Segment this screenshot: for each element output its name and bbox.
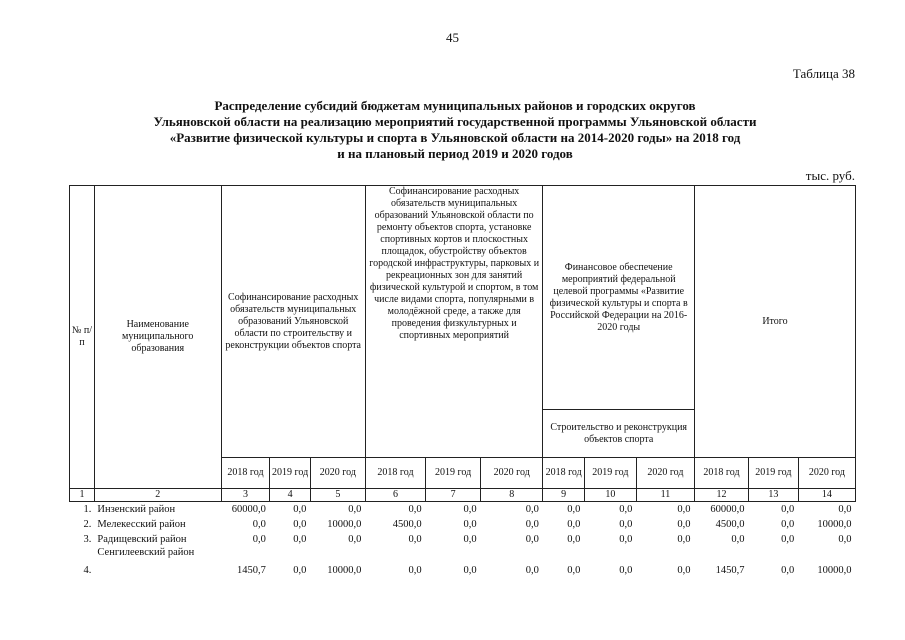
header-group-repair: Софинансирование расходных обязательств муниципальных образований Ульяновской области по ремонту объектов спорта, установке спортивных кортов и плоскостных площадок, обустройству объектов городской инфраструктуры, парковых и рекреационных зон для занятий физической культурой и спортом, в том числе видами спорта, популярными в молодёжной среде, а также для проведения физкультурных и спортивных мероприятий [365,186,543,458]
units-label: тыс. руб. [805,168,855,183]
year-cell: 2020 год [310,458,365,489]
year-cell: 2018 год [221,458,270,489]
column-number: 5 [310,489,365,502]
column-number: 4 [270,489,310,502]
year-cell: 2019 год [270,458,310,489]
value-cell: 0,0 [525,518,539,530]
value-cell: 0,0 [838,533,852,545]
year-cell: 2020 год [481,458,543,489]
year-cell: 2019 год [748,458,798,489]
header-no: № п/п [70,186,95,489]
value-cell: 0,0 [619,565,633,576]
value-cell: 0,0 [293,518,307,530]
row-name: Сенгилеевский район [97,547,195,558]
header-federal-subgroup: Строительство и реконструкция объектов спорта [543,410,695,458]
table-row [70,547,856,577]
header-group-construction: Софинансирование расходных обязательств муниципальных образований Ульяновской области по строительству и реконструкции объектов спорта [221,186,365,458]
page-number: 45 [446,30,459,45]
row-name: Радищевский район [97,533,187,545]
value-cell: 10000,0 [327,565,362,576]
value-cell: 0,0 [525,565,539,576]
document-title [60,98,850,162]
column-number: 11 [636,489,694,502]
value-cell: 0,0 [619,518,633,530]
value-cell: 0,0 [525,533,539,545]
value-cell: 0,0 [463,533,477,545]
value-cell: 0,0 [567,533,581,545]
row-index: 4. [83,565,92,576]
column-number: 6 [365,489,425,502]
value-cell: 0,0 [463,518,477,530]
header-group-total: Итого [694,186,855,458]
row-index: 2. [83,518,92,530]
column-number: 13 [748,489,798,502]
value-cell: 0,0 [463,565,477,576]
value-cell: 0,0 [781,533,795,545]
column-number: 9 [543,489,585,502]
title-line: «Развитие физической культуры и спорта в Ульяновской области на 2014-2020 годы» на 2018 год [169,130,741,145]
value-cell: 0,0 [408,503,422,515]
value-cell: 0,0 [293,533,307,545]
value-cell: 0,0 [463,503,477,515]
value-cell: 0,0 [567,565,581,576]
table-row [70,532,856,547]
value-cell: 0,0 [252,533,266,545]
value-cell: 0,0 [731,533,745,545]
year-cell: 2020 год [636,458,694,489]
table-row [70,502,856,518]
value-cell: 0,0 [567,503,581,515]
value-cell: 4500,0 [392,518,422,530]
row-index: 3. [83,533,92,545]
value-cell: 0,0 [567,518,581,530]
value-cell: 0,0 [525,503,539,515]
value-cell: 10000,0 [817,518,852,530]
value-cell: 10000,0 [817,565,852,576]
column-number: 14 [798,489,855,502]
value-cell: 0,0 [293,565,307,576]
value-cell: 0,0 [677,503,691,515]
value-cell: 10000,0 [327,518,362,530]
value-cell: 60000,0 [710,503,745,515]
row-name: Мелекесский район [97,518,186,530]
column-number: 3 [221,489,270,502]
value-cell: 0,0 [619,503,633,515]
column-number: 1 [70,489,95,502]
title-line: и на плановый период 2019 и 2020 годов [337,146,573,161]
year-cell: 2019 год [426,458,481,489]
table-label: Таблица 38 [792,66,855,81]
subsidy-table [69,185,856,577]
column-number: 7 [426,489,481,502]
table-body [70,502,856,578]
value-cell: 0,0 [408,533,422,545]
value-cell: 0,0 [677,533,691,545]
header-name: Наименование муниципального образования [94,186,221,489]
value-cell: 0,0 [619,533,633,545]
column-number: 2 [94,489,221,502]
title-line: Ульяновской области на реализацию мероприятий государственной программы Ульяновской области [153,114,757,129]
year-cell: 2018 год [543,458,585,489]
column-number: 12 [694,489,748,502]
title-line: Распределение субсидий бюджетам муниципальных районов и городских округов [214,98,696,113]
value-cell: 1450,7 [715,565,745,576]
value-cell: 0,0 [293,503,307,515]
year-cell: 2019 год [584,458,636,489]
value-cell: 0,0 [252,518,266,530]
value-cell: 0,0 [781,518,795,530]
value-cell: 0,0 [677,565,691,576]
table-row [70,517,856,532]
row-name: Инзенский район [97,503,176,515]
year-cell: 2020 год [798,458,855,489]
value-cell: 0,0 [408,565,422,576]
column-number: 10 [584,489,636,502]
column-numbers-row [70,489,856,502]
year-cell: 2018 год [365,458,425,489]
value-cell: 60000,0 [231,503,266,515]
value-cell: 0,0 [348,503,362,515]
year-cell: 2018 год [694,458,748,489]
value-cell: 0,0 [838,503,852,515]
header-group-federal: Финансовое обеспечение мероприятий федеральной целевой программы «Развитие физической культуры и спорта в Российской Федерации на 2016-2020 годы [543,186,695,410]
column-number: 8 [481,489,543,502]
value-cell: 0,0 [781,503,795,515]
value-cell: 0,0 [781,565,795,576]
value-cell: 4500,0 [715,518,745,530]
value-cell: 0,0 [677,518,691,530]
row-index: 1. [83,503,92,515]
value-cell: 1450,7 [236,565,266,576]
value-cell: 0,0 [348,533,362,545]
